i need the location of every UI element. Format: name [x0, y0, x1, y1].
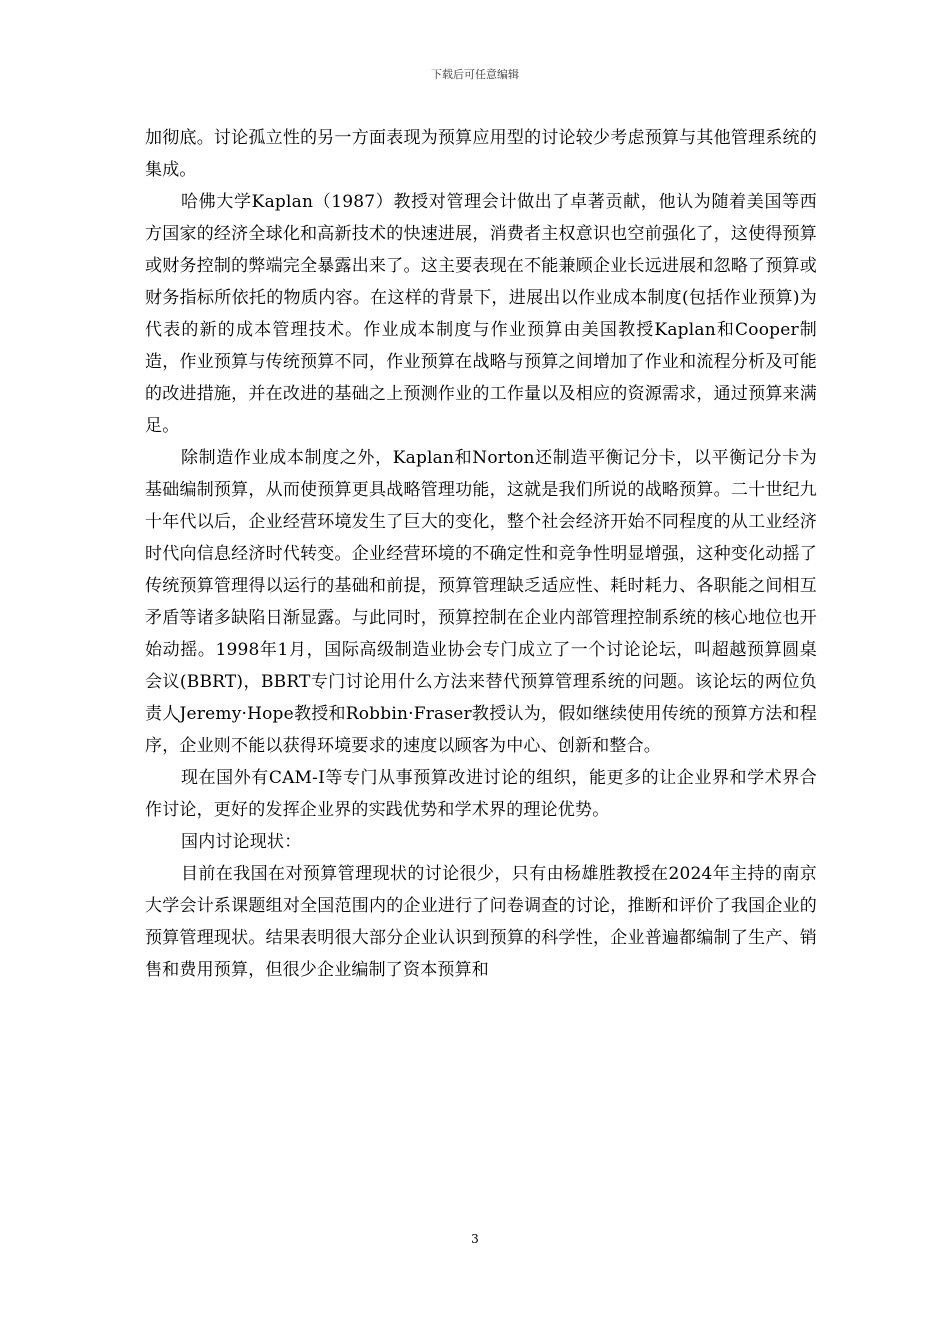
- paragraph-2: 哈佛大学Kaplan（1987）教授对管理会计做出了卓著贡献，他认为随着美国等西方国家的经济全球化和高新技术的快速进展，消费者主权意识也空前强化了，这使得预算或财务控制的弊端完全暴露出来了。这主要表现在不能兼顾企业长远进展和忽略了预算或财务指标所依托的物质内容。在这样的背景下，进展出以作业成本制度(包括作业预算)为代表的新的成本管理技术。作业成本制度与作业预算由美国教授Kaplan和Cooper制造，作业预算与传统预算不同，作业预算在战略与预算之间增加了作业和流程分析及可能的改进措施，并在改进的基础之上预测作业的工作量以及相应的资源需求，通过预算来满足。: [145, 192, 817, 436]
- paragraph-1: 加彻底。讨论孤立性的另一方面表现为预算应用型的讨论较少考虑预算与其他管理系统的集成。: [145, 128, 817, 180]
- paragraph-4: 现在国外有CAM-I等专门从事预算改进讨论的组织，能更多的让企业界和学术界合作讨论，更好的发挥企业界的实践优势和学术界的理论优势。: [145, 768, 817, 820]
- paragraph-3: 除制造作业成本制度之外，Kaplan和Norton还制造平衡记分卡，以平衡记分卡为基础编制预算，从而使预算更具战略管理功能，这就是我们所说的战略预算。二十世纪九十年代以后，企业经营环境发生了巨大的变化，整个社会经济开始不同程度的从工业经济时代向信息经济时代转变。企业经营环境的不确定性和竞争性明显增强，这种变化动摇了传统预算管理得以运行的基础和前提，预算管理缺乏适应性、耗时耗力、各职能之间相互矛盾等诸多缺陷日渐显露。与此同时，预算控制在企业内部管理控制系统的核心地位也开始动摇。1998年1月，国际高级制造业协会专门成立了一个讨论论坛，叫超越预算圆桌会议(BBRT)，BBRT专门讨论用什么方法来替代预算管理系统的问题。该论坛的两位负责人Jeremy·Hope教授和Robbin·Fraser教授认为，假如继续使用传统的预算方法和程序，企业则不能以获得环境要求的速度以顾客为中心、创新和整合。: [145, 448, 817, 756]
- page-header: 下载后可任意编辑: [431, 68, 519, 81]
- document-body: [145, 122, 817, 986]
- page-number: 3: [471, 1232, 479, 1246]
- section-heading-domestic: 国内讨论现状：: [181, 832, 302, 852]
- paragraph-5: 目前在我国在对预算管理现状的讨论很少，只有由杨雄胜教授在2024年主持的南京大学会计系课题组对全国范围内的企业进行了问卷调查的讨论，推断和评价了我国企业的预算管理现状。结果表明很大部分企业认识到预算的科学性，企业普遍都编制了生产、销售和费用预算，但很少企业编制了资本预算和: [145, 864, 817, 980]
